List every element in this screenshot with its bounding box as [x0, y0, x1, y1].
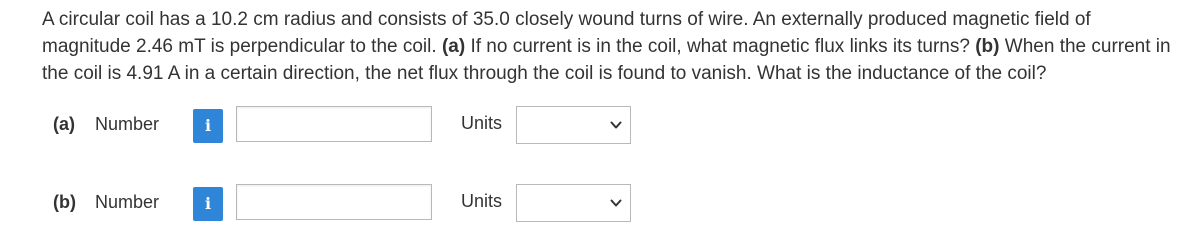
number-input-a[interactable] — [236, 106, 432, 142]
number-label: Number — [95, 114, 160, 134]
units-label: Units — [461, 113, 503, 133]
part-a-marker: (a) — [441, 36, 466, 57]
units-select-b[interactable] — [516, 184, 631, 222]
part-label: (b) — [53, 192, 76, 212]
part-label: (a) — [53, 114, 75, 134]
question-intro: A circular coil has a 10.2 cm radius and consists of 35.0 closely wound turns of wire. An externally produced magnetic field of magnitude 2.46 mT is perpendicular to the coil. — [42, 9, 1091, 57]
number-label: Number — [95, 192, 160, 212]
info-icon[interactable]: i — [193, 187, 223, 221]
info-icon[interactable]: i — [193, 109, 223, 143]
chevron-down-icon — [610, 198, 622, 208]
answer-row-b — [0, 183, 1200, 223]
number-input-b[interactable] — [236, 184, 432, 220]
units-select-a[interactable] — [516, 106, 631, 144]
part-a-text: If no current is in the coil, what magnetic flux links its turns? — [465, 36, 976, 57]
chevron-down-icon — [610, 120, 622, 130]
part-b-text: When the current in the coil is 4.91 A in a certain direction, the net flux through the coil is found to vanish. What is the inductance of the coil? — [42, 36, 1171, 84]
units-label: Units — [461, 191, 503, 211]
answer-row-a — [0, 105, 1200, 145]
question-text — [42, 6, 1182, 87]
part-b-marker: (b) — [975, 36, 1000, 57]
